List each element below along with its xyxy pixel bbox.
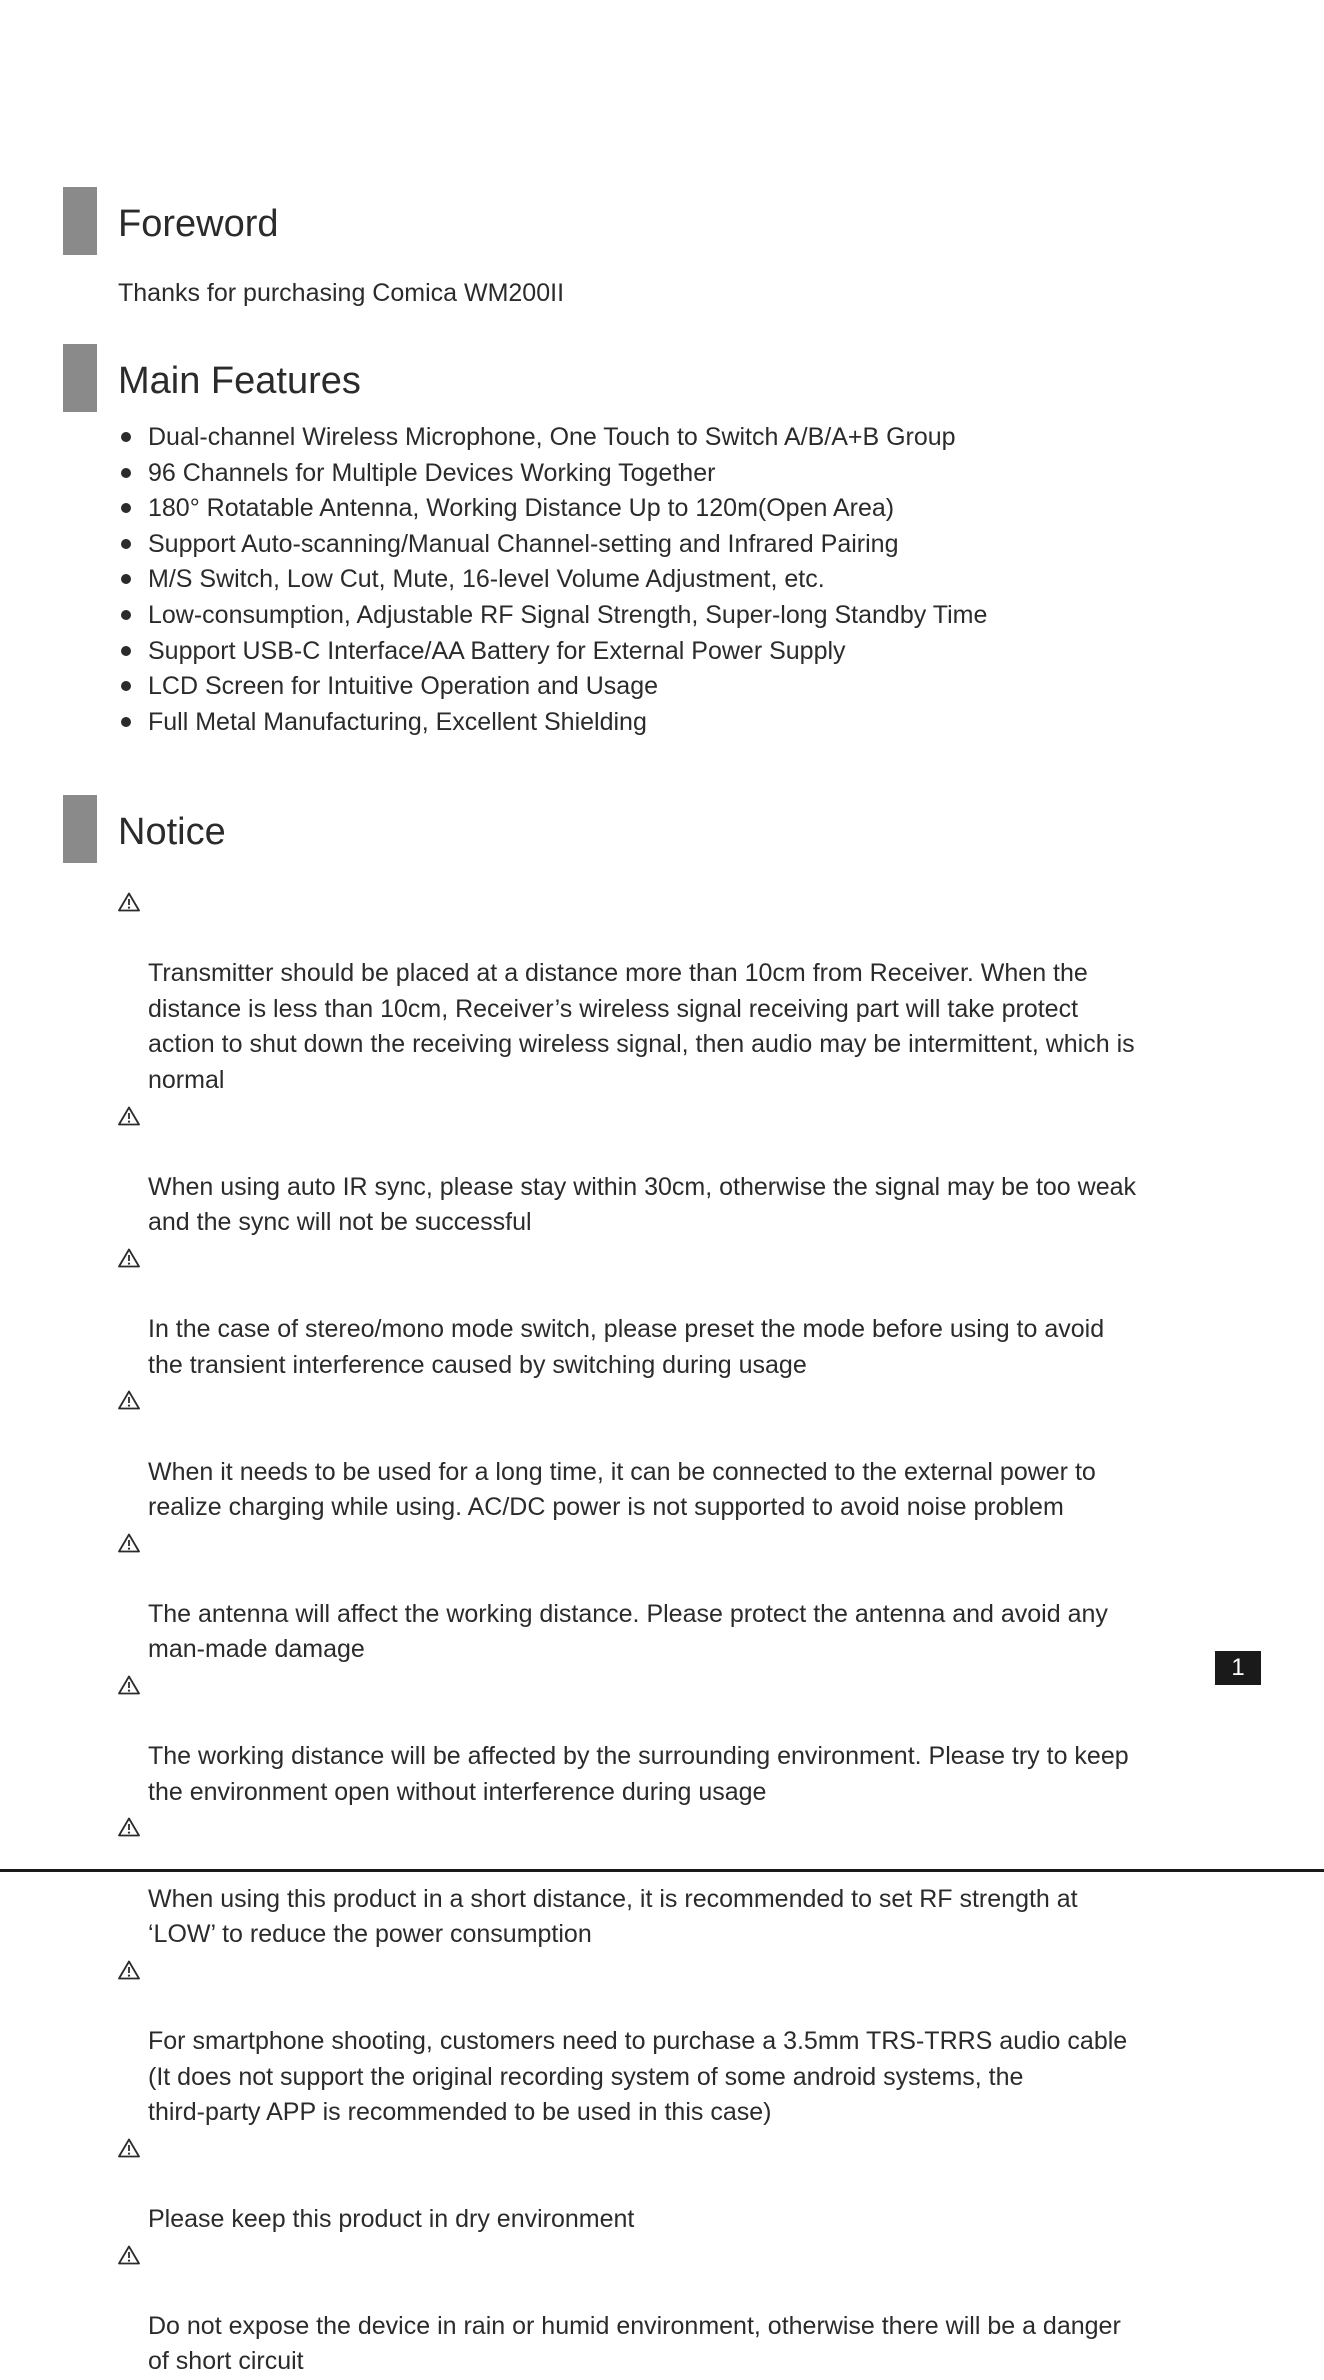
notice-item	[118, 2238, 1136, 2380]
warning-triangle-icon	[118, 1817, 140, 1837]
feature-item	[118, 671, 987, 707]
bullet-icon	[121, 539, 131, 549]
notice-text: Transmitter should be placed at a distance more than 10cm from Receiver. When the distance is less than 10cm, Receiver’s wireless signal receiving part will take protect action to shut down the receiving wireless signal, then audio may be intermittent, which is normal	[148, 959, 1135, 1094]
feature-item	[118, 564, 987, 600]
feature-text: 96 Channels for Multiple Devices Working Together	[148, 458, 716, 487]
bullet-icon	[121, 717, 131, 727]
bullet-icon	[121, 503, 131, 513]
notice-title: Notice	[118, 811, 226, 853]
main-features-title: Main Features	[118, 360, 361, 402]
notice-item	[118, 1526, 1136, 1668]
foreword-section-bar	[63, 187, 97, 255]
warning-triangle-icon	[118, 1248, 140, 1268]
feature-text: Low-consumption, Adjustable RF Signal Strength, Super-long Standby Time	[148, 600, 988, 629]
feature-text: Support USB-C Interface/AA Battery for External Power Supply	[148, 636, 846, 665]
foreword-title: Foreword	[118, 203, 279, 245]
notice-text: Do not expose the device in rain or humid environment, otherwise there will be a danger of short circuit	[148, 2311, 1121, 2376]
notice-item	[118, 1953, 1136, 2131]
feature-text: Full Metal Manufacturing, Excellent Shielding	[148, 707, 647, 736]
notice-text: When it needs to be used for a long time, it can be connected to the external power to realize charging while using. AC/DC power is not supported to avoid noise problem	[148, 1457, 1096, 1522]
bullet-icon	[121, 610, 131, 620]
warning-triangle-icon	[118, 1390, 140, 1410]
bullet-icon	[121, 468, 131, 478]
page-number: 1	[1215, 1651, 1261, 1685]
notice-text: Please keep this product in dry environment	[148, 2204, 635, 2233]
feature-item	[118, 707, 987, 743]
main-features-section-bar	[63, 344, 97, 412]
feature-item	[118, 458, 987, 494]
bullet-icon	[121, 574, 131, 584]
feature-text: LCD Screen for Intuitive Operation and Usage	[148, 672, 658, 701]
notice-text: The working distance will be affected by the surrounding environment. Please try to keep the environment open without interference during usage	[148, 1742, 1129, 1806]
bullet-icon	[121, 432, 131, 442]
feature-item	[118, 636, 987, 672]
notice-text: When using this product in a short distance, it is recommended to set RF strength at ‘LOW’ to reduce the power consumption	[148, 1884, 1078, 1949]
foreword-text: Thanks for purchasing Comica WM200II	[118, 279, 565, 307]
notice-item	[118, 1383, 1136, 1525]
notice-text: For smartphone shooting, customers need to purchase a 3.5mm TRS-TRRS audio cable (It does not support the original recording system of some android systems, the third-party APP is recommended to be used in this case)	[148, 2027, 1128, 2127]
warning-triangle-icon	[118, 1675, 140, 1695]
bullet-icon	[121, 681, 131, 691]
notice-item	[118, 1241, 1136, 1383]
feature-list	[118, 422, 987, 742]
notice-item	[118, 1668, 1136, 1810]
notice-item	[118, 885, 1136, 1099]
warning-triangle-icon	[118, 892, 140, 912]
warning-triangle-icon	[118, 2245, 140, 2265]
notice-text: In the case of stereo/mono mode switch, please preset the mode before using to avoid the transient interference caused by switching during usage	[148, 1315, 1105, 1379]
feature-item	[118, 422, 987, 458]
warning-triangle-icon	[118, 1106, 140, 1126]
warning-triangle-icon	[118, 1960, 140, 1980]
notice-item	[118, 1099, 1136, 1241]
bullet-icon	[121, 646, 131, 656]
feature-text: M/S Switch, Low Cut, Mute, 16-level Volume Adjustment, etc.	[148, 565, 825, 594]
warning-triangle-icon	[118, 2138, 140, 2158]
feature-text: Support Auto-scanning/Manual Channel-setting and Infrared Pairing	[148, 529, 899, 558]
feature-text: Dual-channel Wireless Microphone, One Touch to Switch A/B/A+B Group	[148, 423, 956, 451]
warning-triangle-icon	[118, 1533, 140, 1553]
feature-item	[118, 600, 987, 636]
notice-section-bar	[63, 795, 97, 863]
notice-text: The antenna will affect the working distance. Please protect the antenna and avoid any man-made damage	[148, 1599, 1108, 1664]
notice-item	[118, 2131, 1136, 2238]
feature-item	[118, 493, 987, 529]
notice-item	[118, 1810, 1136, 1952]
notice-text: When using auto IR sync, please stay within 30cm, otherwise the signal may be too weak and the sync will not be successful	[148, 1172, 1137, 1237]
notice-list	[118, 885, 1136, 2380]
feature-item	[118, 529, 987, 565]
feature-text: 180° Rotatable Antenna, Working Distance Up to 120m(Open Area)	[148, 494, 895, 523]
